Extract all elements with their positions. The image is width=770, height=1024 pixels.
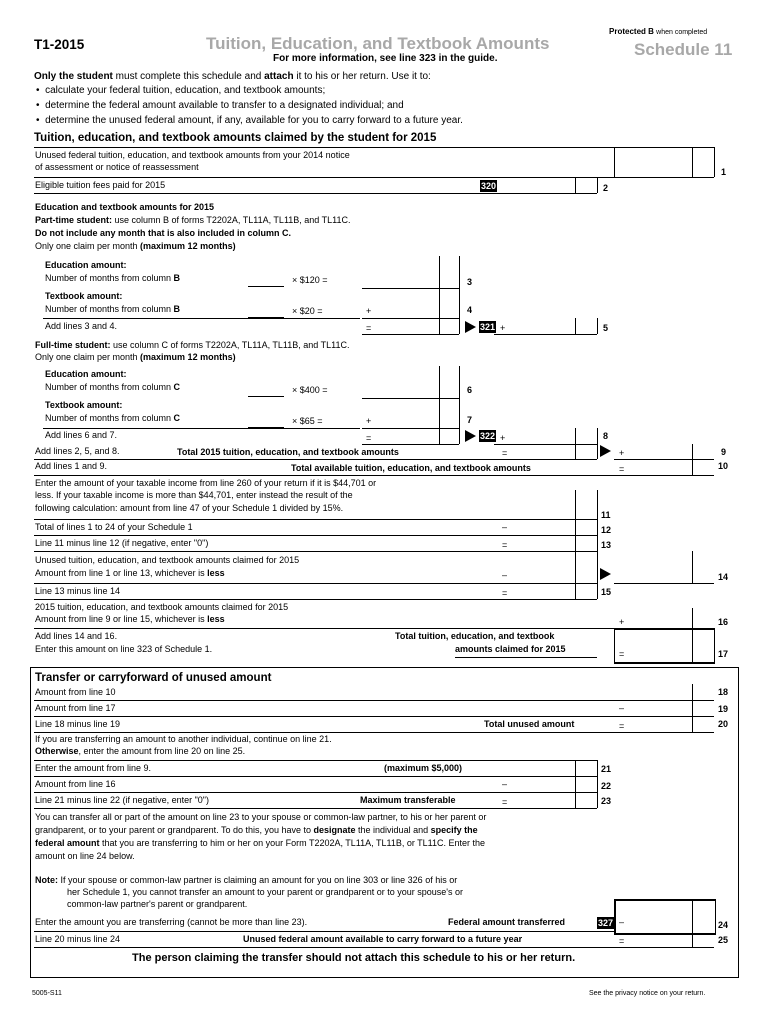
textbook-amount-label-2: Textbook amount: bbox=[45, 400, 123, 410]
equals-sign: = bbox=[502, 588, 508, 598]
edu-amount-label-1: Education amount: bbox=[45, 260, 127, 270]
bullet-1: • calculate your federal tuition, education, and textbook amounts; bbox=[36, 85, 326, 96]
equals-sign: = bbox=[502, 540, 508, 550]
code-327: 327 bbox=[598, 918, 614, 928]
protected-label: Protected B when completed bbox=[609, 27, 708, 36]
line-17-title-b: amounts claimed for 2015 bbox=[455, 644, 566, 654]
equals-sign: = bbox=[619, 464, 625, 474]
line-4-months-input[interactable] bbox=[248, 305, 280, 315]
form-subtitle: For more information, see line 323 in the guide. bbox=[273, 53, 498, 64]
mult-20: × $20 = bbox=[292, 306, 323, 316]
line-24-label: Enter the amount you are transferring (cannot be more than line 23). bbox=[35, 917, 308, 927]
equals-sign: = bbox=[619, 936, 625, 946]
full-time-instr: Full-time student: use column C of forms T2202A, TL11A, TL11B, and TL11C. bbox=[35, 340, 350, 350]
equals-sign: = bbox=[619, 649, 625, 659]
line-8-number: 8 bbox=[603, 431, 609, 441]
line-14-label-a: Unused tuition, education, and textbook amounts claimed for 2015 bbox=[35, 555, 300, 565]
transfer-instr-2: Otherwise, enter the amount from line 20 on line 25. bbox=[35, 746, 246, 756]
federal-transferred-label: Federal amount transferred bbox=[448, 917, 566, 927]
form-title: Tuition, Education, and Textbook Amounts bbox=[206, 34, 550, 53]
max-transferable-label: Maximum transferable bbox=[360, 795, 456, 805]
line-15-label: Line 13 minus line 14 bbox=[35, 586, 121, 596]
mult-400: × $400 = bbox=[292, 385, 328, 395]
line-18-input[interactable] bbox=[628, 688, 690, 698]
line-11-label-c: following calculation: amount from line 47 of your Schedule 1 divided by 15%. bbox=[35, 503, 344, 513]
plus-sign: + bbox=[619, 617, 625, 627]
line-17-label-a: Add lines 14 and 16. bbox=[35, 631, 118, 641]
line-16-number: 16 bbox=[718, 617, 729, 627]
line-21-number: 21 bbox=[601, 764, 612, 774]
line-17-input[interactable] bbox=[628, 645, 690, 655]
mult-120: × $120 = bbox=[292, 275, 328, 285]
line-21-label: Enter the amount from line 9. bbox=[35, 763, 152, 773]
line-1-label-a: Unused federal tuition, education, and textbook amounts from your 2014 notice bbox=[35, 150, 350, 160]
line-2-input[interactable] bbox=[500, 181, 572, 191]
line-12-input[interactable] bbox=[512, 522, 572, 532]
minus-sign: – bbox=[502, 570, 508, 580]
line-22-number: 22 bbox=[601, 781, 612, 791]
plus-sign: + bbox=[366, 416, 372, 426]
transfer-para-3: federal amount that you are transferring to him or her on your Form T2202A, TL11A, TL11B, or TL11C. Enter the bbox=[35, 838, 486, 848]
part-time-instr: Part-time student: use column B of forms T2202A, TL11A, TL11B, and TL11C. bbox=[35, 215, 351, 225]
equals-sign: = bbox=[502, 448, 508, 458]
line-18-label: Amount from line 10 bbox=[35, 687, 116, 697]
line-3-input[interactable] bbox=[364, 274, 436, 284]
line-8-calc-input[interactable] bbox=[376, 431, 436, 441]
line-11-label-a: Enter the amount of your taxable income from line 260 of your return if it is $44,701 or bbox=[35, 478, 377, 488]
minus-sign: – bbox=[502, 522, 508, 532]
code-320: 320 bbox=[481, 181, 497, 191]
line-17-title-a: Total tuition, education, and textbook bbox=[395, 631, 555, 641]
line-14-label-b: Amount from line 1 or line 13, whichever is less bbox=[35, 568, 225, 578]
line-12-number: 12 bbox=[601, 525, 612, 535]
total-2015-label: Total 2015 tuition, education, and textbook amounts bbox=[177, 447, 399, 457]
transfer-instr-1: If you are transferring an amount to another individual, continue on line 21. bbox=[35, 734, 332, 744]
line-20-label: Line 18 minus line 19 bbox=[35, 719, 121, 729]
equals-sign: = bbox=[502, 797, 508, 807]
mult-65: × $65 = bbox=[292, 416, 323, 426]
line-15-number: 15 bbox=[601, 587, 612, 597]
line-1-label-b: of assessment or notice of reassessment bbox=[35, 162, 199, 172]
section-2-heading: Transfer or carryforward of unused amount bbox=[35, 672, 272, 684]
arrow-right-icon bbox=[600, 445, 611, 457]
line-6-number: 6 bbox=[467, 385, 473, 395]
line-16-label-b: Amount from line 9 or line 15, whichever is less bbox=[35, 614, 225, 624]
textbook-amount-label-1: Textbook amount: bbox=[45, 291, 123, 301]
note-1: Note: If your spouse or common-law partner is claiming an amount for you on line 303 or line 326 of his or bbox=[35, 875, 458, 885]
add-6-7-label: Add lines 6 and 7. bbox=[45, 430, 118, 440]
line-9-calc-input[interactable] bbox=[510, 446, 572, 456]
edu-heading: Education and textbook amounts for 2015 bbox=[35, 202, 215, 212]
equals-sign: = bbox=[619, 721, 625, 731]
line-4-input[interactable] bbox=[376, 305, 436, 315]
line-20-number: 20 bbox=[718, 719, 729, 729]
equals-sign: = bbox=[366, 323, 372, 333]
line-8-input[interactable] bbox=[510, 431, 572, 441]
part-time-once: Only one claim per month (maximum 12 months) bbox=[35, 241, 236, 251]
arrow-right-icon bbox=[465, 430, 476, 442]
line-17-number: 17 bbox=[718, 649, 729, 659]
line-9-input[interactable] bbox=[628, 446, 690, 456]
line-6-input[interactable] bbox=[364, 384, 436, 394]
line-19-label: Amount from line 17 bbox=[35, 703, 116, 713]
line-11-label-b: less. If your taxable income is more than $44,701, enter instead the result of the bbox=[35, 490, 353, 500]
equals-sign: = bbox=[366, 433, 372, 443]
months-c-label-2: Number of months from column C bbox=[45, 413, 181, 423]
intro-text: Only the student must complete this schedule and attach it to his or her return. Use it to: bbox=[34, 71, 431, 82]
line-20-input[interactable] bbox=[628, 719, 690, 729]
line-21-max: (maximum $5,000) bbox=[384, 763, 463, 773]
line-15-input[interactable] bbox=[512, 586, 572, 596]
line-24-number: 24 bbox=[718, 920, 729, 930]
line-7-input[interactable] bbox=[376, 415, 436, 425]
line-23-label: Line 21 minus line 22 (if negative, enter "0") bbox=[35, 795, 209, 805]
carry-forward-label: Unused federal amount available to carry forward to a future year bbox=[243, 934, 523, 944]
line-1-number: 1 bbox=[721, 167, 727, 177]
minus-sign: – bbox=[619, 917, 625, 927]
line-14-input[interactable] bbox=[617, 568, 689, 578]
add-3-4-label: Add lines 3 and 4. bbox=[45, 321, 118, 331]
line-13-input[interactable] bbox=[512, 538, 572, 548]
plus-sign: + bbox=[500, 433, 506, 443]
line-19-input[interactable] bbox=[628, 703, 690, 713]
line-18-number: 18 bbox=[718, 687, 729, 697]
line-11-input[interactable] bbox=[500, 505, 572, 515]
total-unused-label: Total unused amount bbox=[484, 719, 575, 729]
line-13-label: Line 11 minus line 12 (if negative, enter "0") bbox=[35, 538, 209, 548]
code-322: 322 bbox=[480, 431, 496, 441]
line-14-number: 14 bbox=[718, 572, 729, 582]
line-5-number: 5 bbox=[603, 323, 609, 333]
months-b-label-1: Number of months from column B bbox=[45, 273, 181, 283]
line-17-label-b: Enter this amount on line 323 of Schedule 1. bbox=[35, 644, 213, 654]
line-23-input[interactable] bbox=[512, 795, 572, 805]
line-13-number: 13 bbox=[601, 540, 612, 550]
transfer-para-1: You can transfer all or part of the amount on line 23 to your spouse or common-law partner, to his or her parent or bbox=[35, 812, 487, 822]
line-22-label: Amount from line 16 bbox=[35, 779, 116, 789]
line-22-input[interactable] bbox=[512, 779, 572, 789]
minus-sign: – bbox=[502, 779, 508, 789]
line-3-months-input[interactable] bbox=[248, 274, 280, 284]
transfer-para-4: amount on line 24 below. bbox=[35, 851, 135, 861]
form-id: T1-2015 bbox=[34, 37, 85, 52]
line-10-number: 10 bbox=[718, 461, 729, 471]
line-25-input[interactable] bbox=[628, 934, 690, 944]
add-1-9-label: Add lines 1 and 9. bbox=[35, 461, 108, 471]
line-12-label: Total of lines 1 to 24 of your Schedule 1 bbox=[35, 522, 193, 532]
line-14-calc-input[interactable] bbox=[512, 568, 572, 578]
part-time-dont: Do not include any month that is also included in column C. bbox=[35, 228, 292, 238]
line-25-label: Line 20 minus line 24 bbox=[35, 934, 121, 944]
line-6-months-input[interactable] bbox=[248, 383, 280, 393]
bullet-3: • determine the unused federal amount, if any, available for you to carry forward to a future year. bbox=[36, 115, 463, 126]
transfer-para-2: grandparent, or to your parent or grandparent. To do this, you have to designate the individual and specify the bbox=[35, 825, 478, 835]
line-1-input[interactable] bbox=[617, 164, 689, 174]
plus-sign: + bbox=[500, 323, 506, 333]
note-3: common-law partner's parent or grandparent. bbox=[67, 899, 248, 909]
line-16-label-a: 2015 tuition, education, and textbook amounts claimed for 2015 bbox=[35, 602, 289, 612]
line-2-number: 2 bbox=[603, 183, 609, 193]
line-7-number: 7 bbox=[467, 415, 473, 425]
line-2-label: Eligible tuition fees paid for 2015 bbox=[35, 180, 166, 190]
line-24-input[interactable] bbox=[628, 916, 690, 926]
line-16-input[interactable] bbox=[628, 614, 690, 624]
line-3-number: 3 bbox=[467, 277, 473, 287]
schedule-label: Schedule 11 bbox=[634, 40, 733, 59]
bullet-2: • determine the federal amount available to transfer to a designated individual; and bbox=[36, 100, 404, 111]
privacy-notice: See the privacy notice on your return. bbox=[589, 990, 706, 997]
total-available-label: Total available tuition, education, and textbook amounts bbox=[291, 463, 531, 473]
plus-sign: + bbox=[366, 306, 372, 316]
code-321: 321 bbox=[480, 322, 496, 332]
line-19-number: 19 bbox=[718, 704, 729, 714]
line-7-months-input[interactable] bbox=[248, 414, 280, 424]
form-code: 5005-S11 bbox=[32, 990, 62, 997]
line-23-number: 23 bbox=[601, 796, 612, 806]
note-2: her Schedule 1, you cannot transfer an amount to your parent or grandparent or to your spouse's or bbox=[67, 887, 463, 897]
edu-amount-label-2: Education amount: bbox=[45, 369, 127, 379]
full-time-once: Only one claim per month (maximum 12 months) bbox=[35, 352, 236, 362]
line-9-number: 9 bbox=[721, 447, 727, 457]
plus-sign: + bbox=[619, 448, 625, 458]
add-2-5-8-label: Add lines 2, 5, and 8. bbox=[35, 446, 120, 456]
section-1-heading: Tuition, education, and textbook amounts claimed by the student for 2015 bbox=[34, 132, 437, 144]
line-4-number: 4 bbox=[467, 305, 473, 315]
final-statement: The person claiming the transfer should not attach this schedule to his or her return. bbox=[132, 952, 576, 964]
months-b-label-2: Number of months from column B bbox=[45, 304, 181, 314]
minus-sign: – bbox=[619, 703, 625, 713]
line-10-input[interactable] bbox=[628, 461, 690, 471]
months-c-label-1: Number of months from column C bbox=[45, 382, 181, 392]
line-21-input[interactable] bbox=[500, 763, 572, 773]
arrow-right-icon bbox=[600, 568, 611, 580]
line-5-input[interactable] bbox=[510, 322, 572, 332]
arrow-right-icon bbox=[465, 321, 476, 333]
line-5-calc-input[interactable] bbox=[376, 322, 436, 332]
line-25-number: 25 bbox=[718, 935, 729, 945]
line-11-number: 11 bbox=[601, 510, 611, 520]
